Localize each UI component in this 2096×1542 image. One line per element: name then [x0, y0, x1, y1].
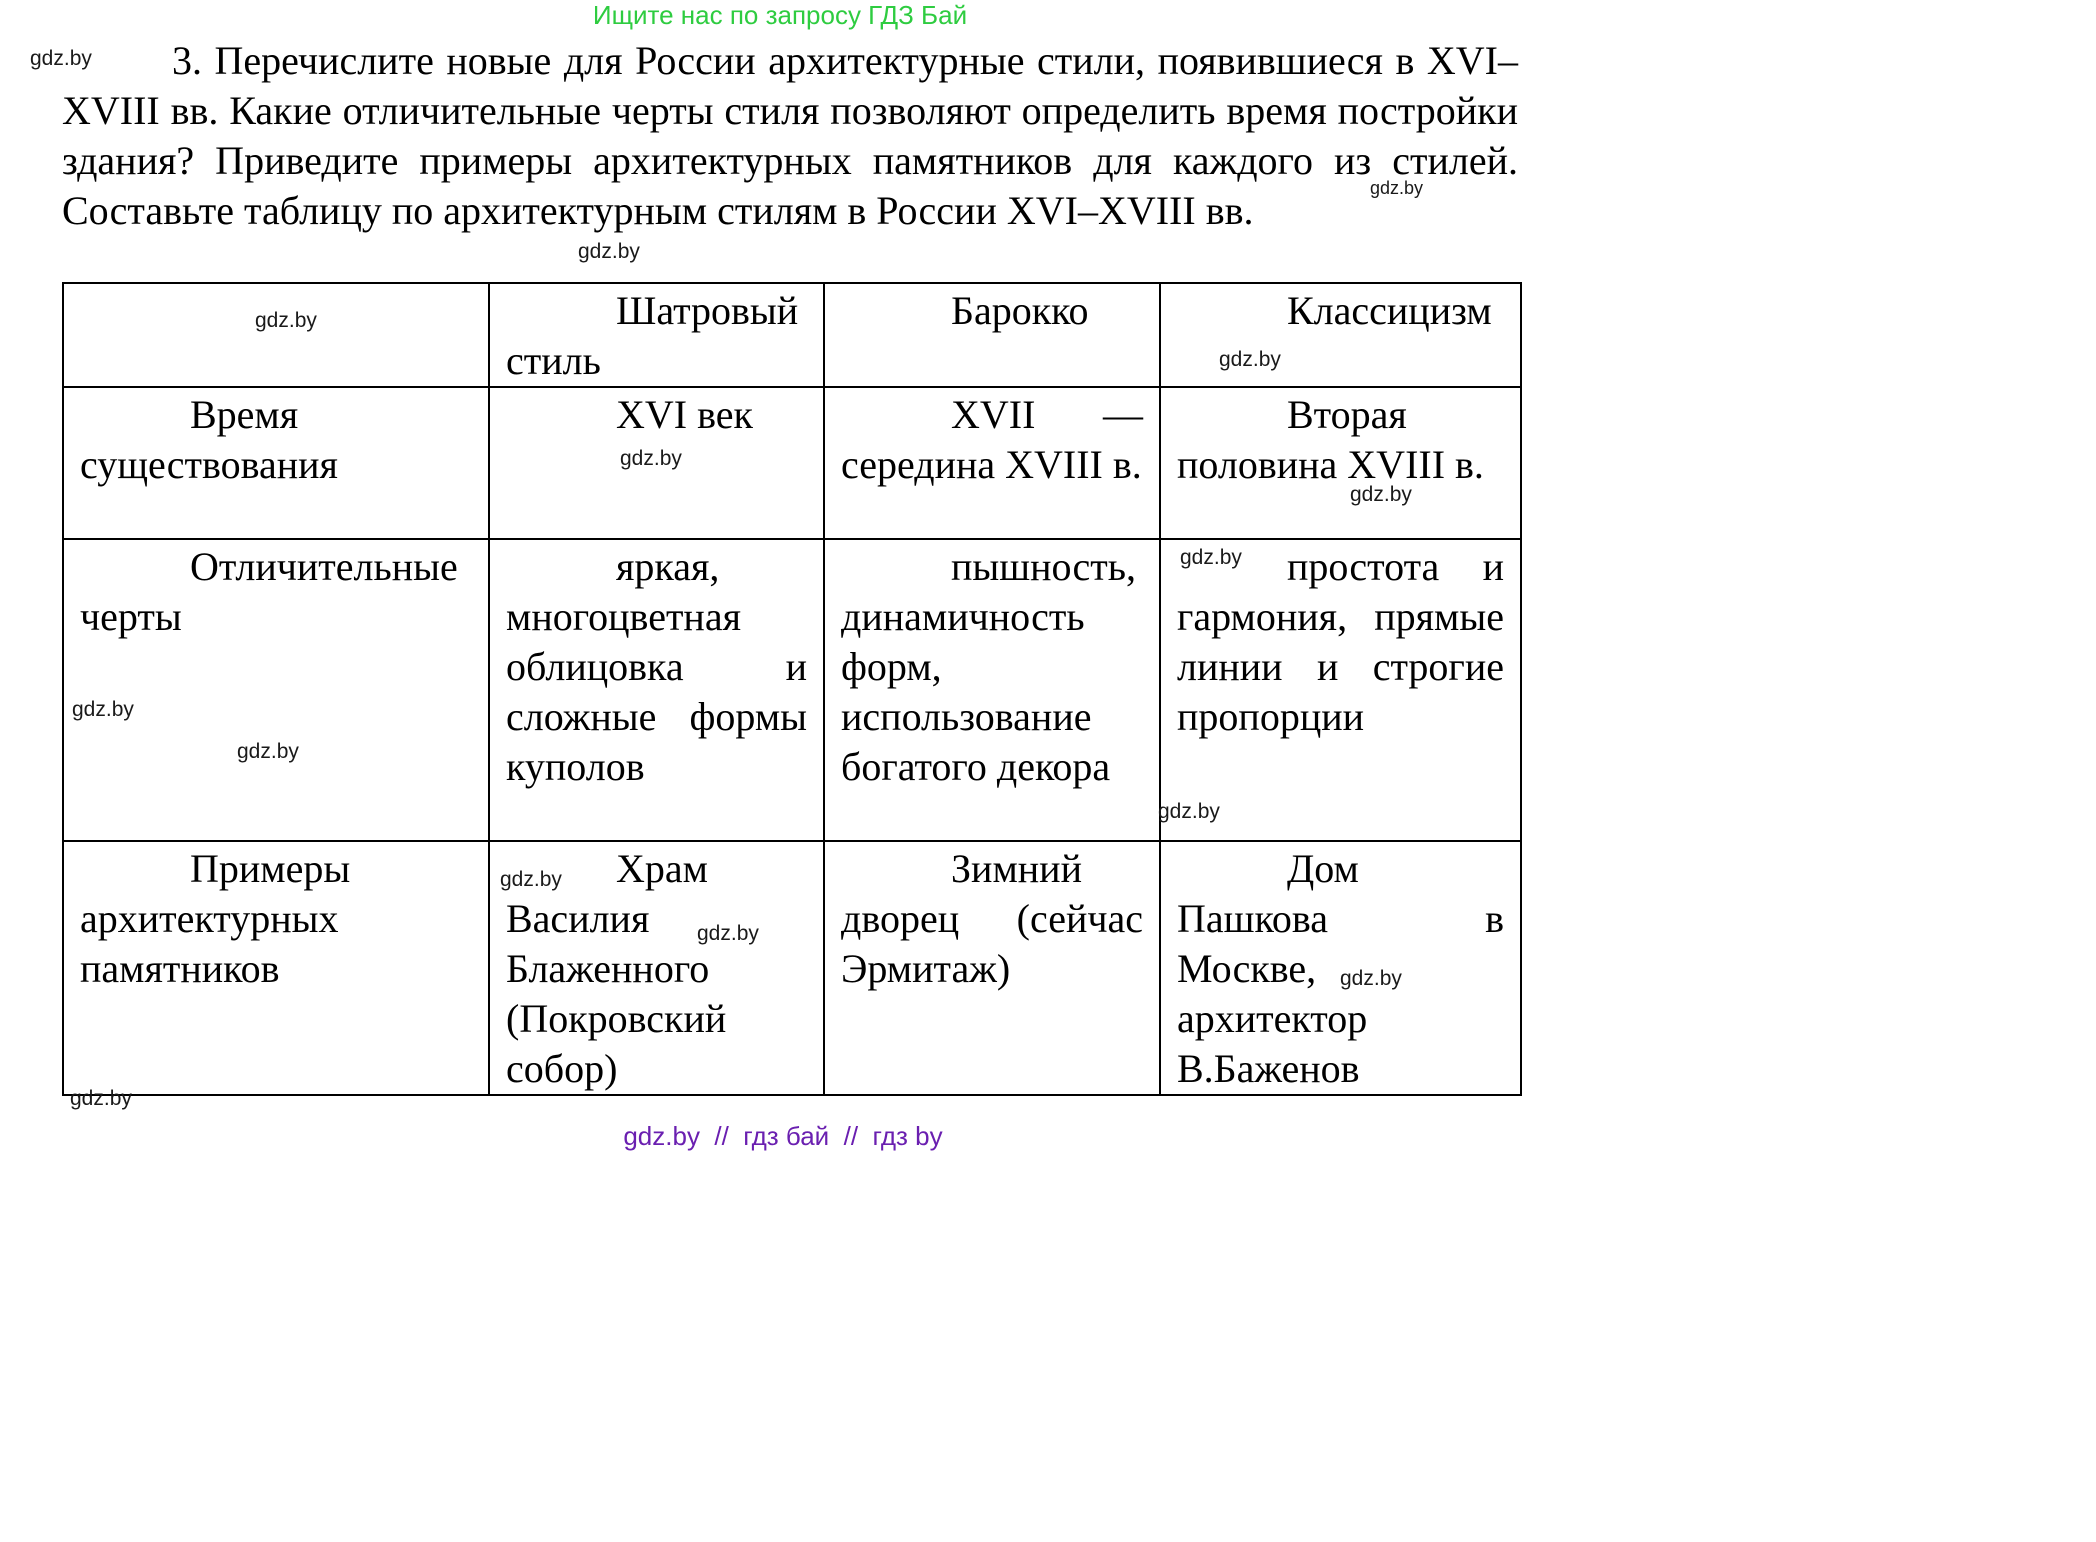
watermark: gdz.by	[578, 240, 640, 263]
watermark: gdz.by	[1219, 348, 1281, 371]
cell-time-classicism: Вторая половина XVIII в.	[1160, 387, 1521, 539]
cell-examples-tent: Храм Василия Блаженного (Покровский собор)	[489, 841, 824, 1095]
cell-examples-baroque: Зимний дворец (сейчас Эрмитаж)	[824, 841, 1160, 1095]
watermark: gdz.by	[237, 740, 299, 763]
question-text	[62, 36, 1518, 236]
watermark: gdz.by	[500, 868, 562, 891]
header-tent-style: Шатровый стиль	[489, 283, 824, 387]
watermark: gdz.by	[1370, 178, 1424, 198]
watermark: gdz.by	[72, 698, 134, 721]
watermark: gdz.by	[697, 922, 759, 945]
site-footer: gdz.by // гдз бай // гдз by	[623, 1121, 943, 1151]
watermark: gdz.by	[1340, 967, 1402, 990]
cell-time-baroque: XVII — середина XVIII в.	[824, 387, 1160, 539]
watermark: gdz.by	[1180, 546, 1242, 569]
table-row	[63, 841, 1521, 1095]
row-label-time: Время существования	[63, 387, 489, 539]
watermark: gdz.by	[255, 309, 317, 332]
table-header-row	[63, 283, 1521, 387]
watermark: gdz.by	[1350, 483, 1412, 506]
site-banner: Ищите нас по запросу ГДЗ Бай	[592, 0, 968, 30]
table-row	[63, 539, 1521, 841]
row-label-features: Отличительные черты	[63, 539, 489, 841]
watermark: gdz.by	[1158, 800, 1220, 823]
watermark: gdz.by	[70, 1087, 132, 1110]
question-paragraph: 3. Перечислите новые для России архитектурные стили, появившиеся в XVI–XVIII вв. Какие отличительные черты стиля позволяют определить время постройки здания? Приведите примеры архитектурных памятников для каждого из стилей. Составьте таблицу по архитектурным стилям в России XVI–XVIII вв.	[62, 38, 1518, 233]
header-baroque: Барокко	[824, 283, 1160, 387]
cell-features-tent: яркая, многоцветная облицовка и сложные формы куполов	[489, 539, 824, 841]
cell-time-tent: XVI век	[489, 387, 824, 539]
watermark: gdz.by	[620, 447, 682, 470]
table-corner-cell	[63, 283, 489, 387]
table-row	[63, 387, 1521, 539]
cell-features-classicism: простота и гармония, прямые линии и строгие пропорции	[1160, 539, 1521, 841]
header-classicism: Классицизм	[1160, 283, 1521, 387]
cell-examples-classicism: Дом Пашкова в Москве, архитектор В.Баженов	[1160, 841, 1521, 1095]
architecture-styles-table	[62, 282, 1522, 1096]
cell-features-baroque: пышность, динамичность форм, использование богатого декора	[824, 539, 1160, 841]
row-label-examples: Примеры архитектурных памятников	[63, 841, 489, 1095]
watermark: gdz.by	[30, 47, 92, 70]
